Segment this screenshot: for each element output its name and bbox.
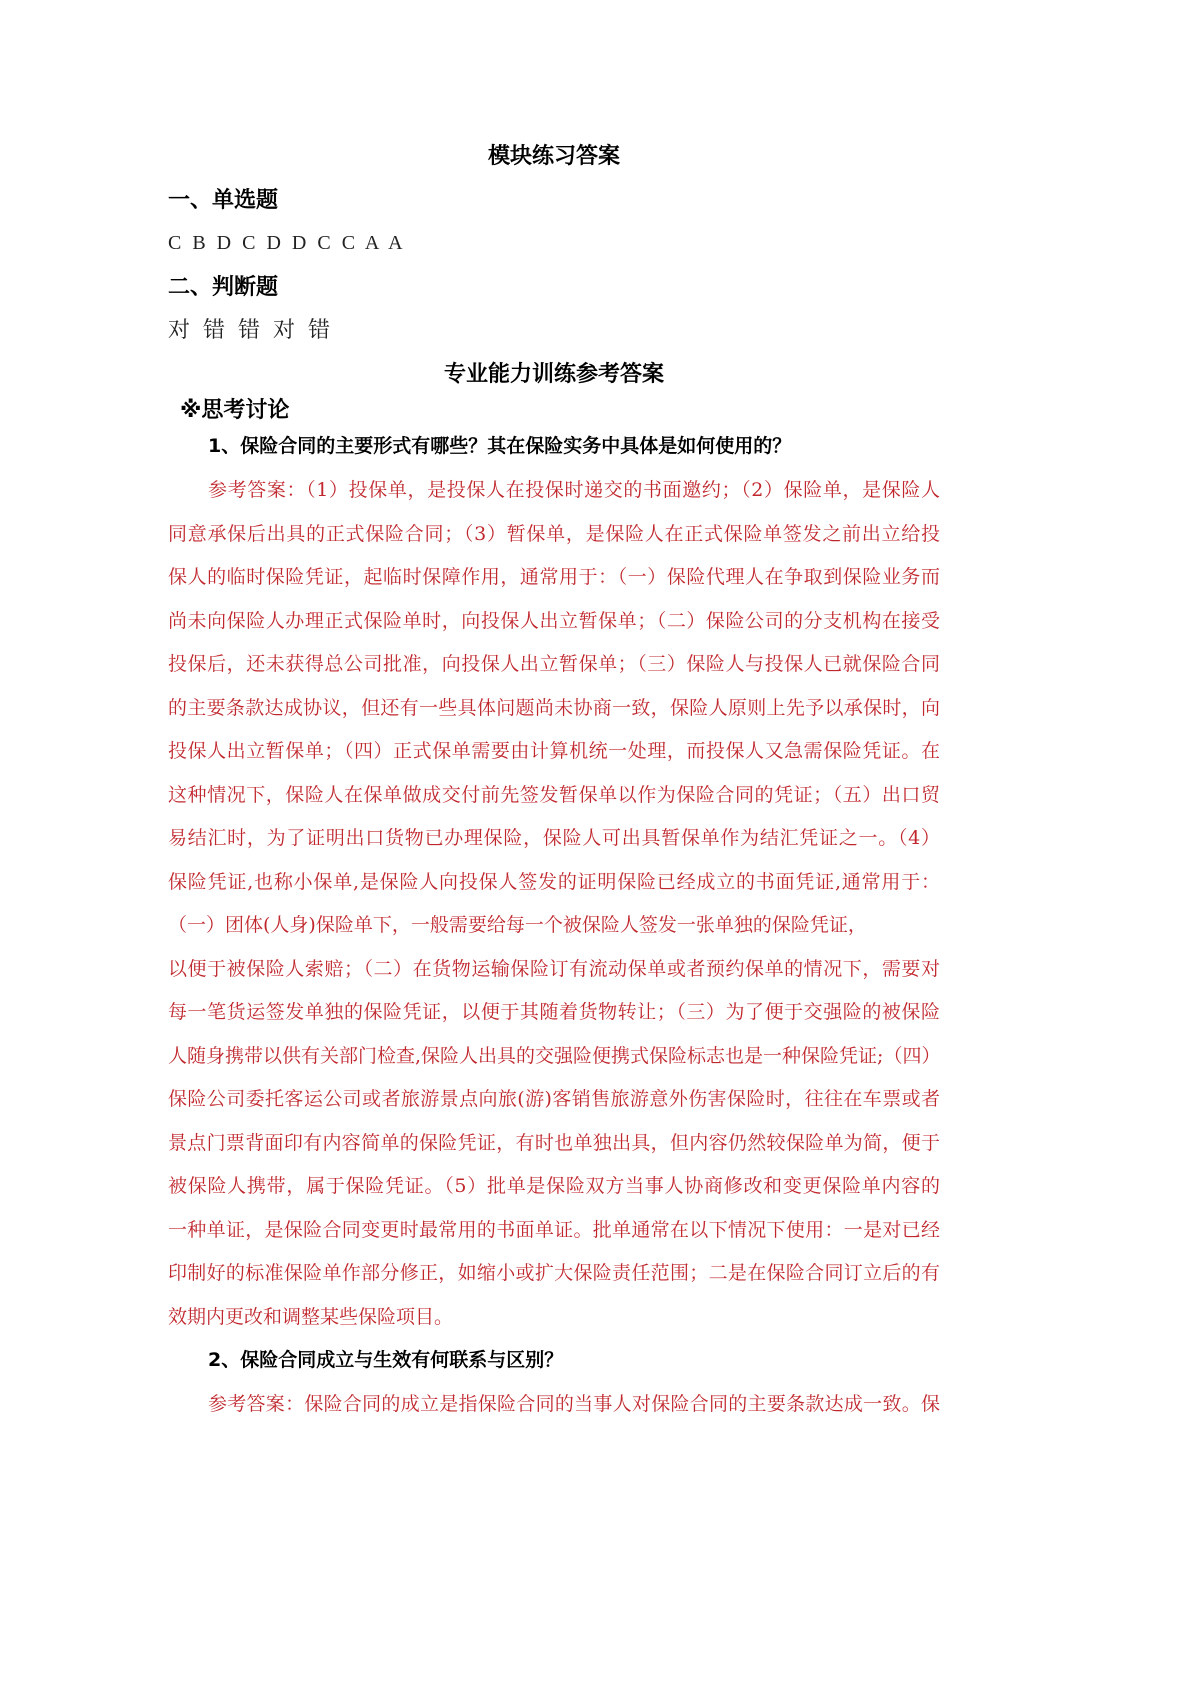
document-page xyxy=(168,135,940,1426)
module-answers-title: 模块练习答案 xyxy=(487,143,620,169)
question-1: 1、保险合同的主要形式有哪些？其在保险实务中具体是如何使用的？ xyxy=(208,435,792,457)
true-false-answers: 对 错 错 对 错 xyxy=(168,318,333,343)
answer-line: 效期内更改和调整某些保险项目。 xyxy=(168,1305,454,1328)
answer-line: 投保人出立暂保单；（四）正式保单需要由计算机统一处理，而投保人又急需保险凭证。在 xyxy=(168,740,940,762)
answer-line: 保人的临时保险凭证，起临时保障作用，通常用于：（一）保险代理人在争取到保险业务而 xyxy=(168,566,940,588)
answer-line: 一种单证，是保险合同变更时最常用的书面单证。批单通常在以下情况下使用：一是对已经 xyxy=(168,1218,940,1241)
answer-line: 保险凭证,也称小保单,是保险人向投保人签发的证明保险已经成立的书面凭证,通常用于： xyxy=(168,870,940,893)
answer-line: 人随身携带以供有关部门检查,保险人出具的交强险便携式保险标志也是一种保险凭证;（四） xyxy=(168,1044,941,1067)
answer-line: 参考答案：保险合同的成立是指保险合同的当事人对保险合同的主要条款达成一致。保 xyxy=(208,1392,940,1415)
answer-line: 保险公司委托客运公司或者旅游景点向旅(游)客销售旅游意外伤害保险时，往往在车票或者 xyxy=(168,1088,940,1110)
question-2: 2、保险合同成立与生效有何联系与区别？ xyxy=(208,1349,564,1371)
single-choice-heading: 一、单选题 xyxy=(168,186,279,213)
answer-1 xyxy=(168,469,940,1339)
answer-line: 景点门票背面印有内容简单的保险凭证，有时也单独出具，但内容仍然较保险单为简，便于 xyxy=(168,1131,940,1154)
answer-line: 同意承保后出具的正式保险合同；（3）暂保单，是保险人在正式保险单签发之前出立给投 xyxy=(168,522,940,545)
single-choice-answers: C B D C D D C C A A xyxy=(168,232,406,254)
answer-line: （一）团体(人身)保险单下，一般需要给每一个被保险人签发一张单独的保险凭证， xyxy=(168,914,867,936)
answer-line: 易结汇时，为了证明出口货物已办理保险，保险人可出具暂保单作为结汇凭证之一。（4） xyxy=(168,827,940,849)
answer-line: 的主要条款达成协议，但还有一些具体问题尚未协商一致，保险人原则上先予以承保时，向 xyxy=(168,696,940,719)
discussion-section-heading: ※思考讨论 xyxy=(180,398,290,423)
answer-line: 参考答案：（1）投保单，是投保人在投保时递交的书面邀约；（2）保险单，是保险人 xyxy=(208,479,940,501)
answer-line: 每一笔货运签发单独的保险凭证，以便于其随着货物转让；（三）为了便于交强险的被保险 xyxy=(168,1001,940,1023)
true-false-heading: 二、判断题 xyxy=(168,273,279,300)
answer-line: 这种情况下，保险人在保单做成交付前先签发暂保单以作为保险合同的凭证；（五）出口贸 xyxy=(168,783,940,806)
answer-2 xyxy=(168,1383,940,1427)
answer-line: 被保险人携带，属于保险凭证。（5）批单是保险双方当事人协商修改和变更保险单内容的 xyxy=(168,1175,940,1197)
answer-line: 印制好的标准保险单作部分修正，如缩小或扩大保险责任范围；二是在保险合同订立后的有 xyxy=(168,1262,940,1284)
answer-line: 以便于被保险人索赔；（二）在货物运输保险订有流动保单或者预约保单的情况下，需要对 xyxy=(168,957,940,980)
answer-line: 投保后，还未获得总公司批准，向投保人出立暂保单；（三）保险人与投保人已就保险合同 xyxy=(168,653,940,675)
professional-training-title: 专业能力训练参考答案 xyxy=(443,360,664,387)
answer-line: 尚未向保险人办理正式保险单时，向投保人出立暂保单；（二）保险公司的分支机构在接受 xyxy=(168,609,940,632)
